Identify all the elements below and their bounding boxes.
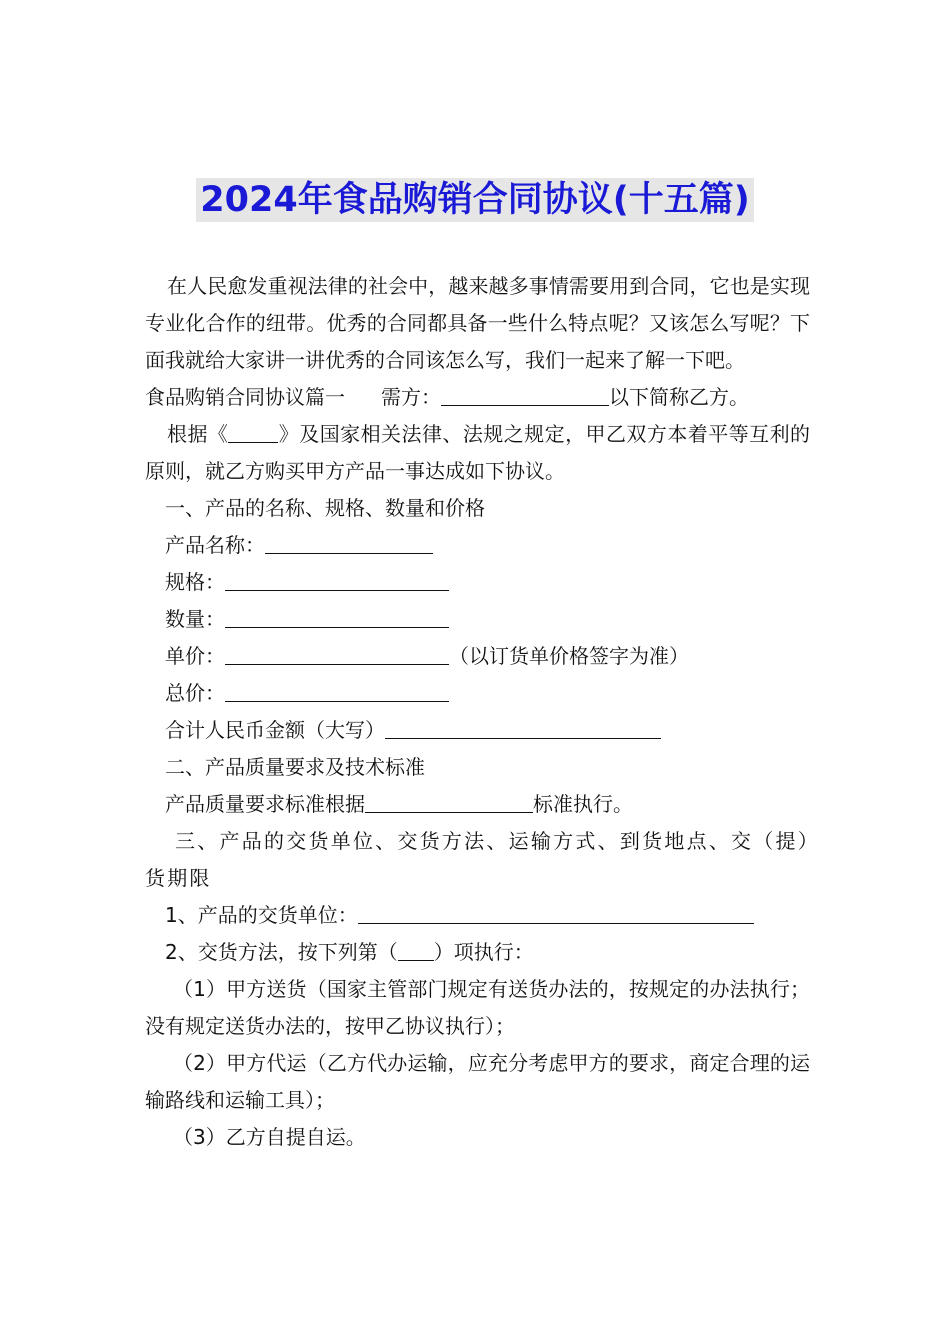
delivery-option-blank[interactable] <box>398 936 434 961</box>
buyer-suffix: 以下简称乙方。 <box>609 385 749 409</box>
delivery-unit-line: 1、产品的交货单位： <box>145 897 810 934</box>
amount-rmb-blank[interactable] <box>385 714 661 739</box>
amount-rmb-line: 合计人民币金额（大写） <box>145 712 810 749</box>
delivery-method-line: 2、交货方法，按下列第（ ）项执行： <box>145 934 810 971</box>
total-line: 总价： <box>145 675 810 712</box>
unit-price-blank[interactable] <box>225 640 449 665</box>
product-name-blank[interactable] <box>265 529 433 554</box>
option-1: （1）甲方送货（国家主管部门规定有送货办法的，按规定的办法执行；没有规定送货办法的，按甲乙协议执行）； <box>145 977 810 1038</box>
document-title-wrap <box>0 178 950 222</box>
unit-price-line: 单价： （以订货单价格签字为准） <box>145 638 810 675</box>
product-name-line: 产品名称： <box>145 527 810 564</box>
law-name-blank[interactable] <box>228 418 278 443</box>
delivery-unit-blank[interactable] <box>358 899 754 924</box>
buyer-label: 需方： <box>381 385 441 409</box>
intro-paragraph: 在人民愈发重视法律的社会中，越来越多事情需要用到合同，它也是实现专业化合作的纽带。优秀的合同都具备一些什么特点呢？又该怎么写呢？下面我就给大家讲一讲优秀的合同该怎么写，我们一起来了解一下吧。 <box>145 274 810 372</box>
article-heading: 食品购销合同协议篇一 <box>145 385 345 409</box>
buyer-blank[interactable] <box>441 381 609 406</box>
section-2-heading: 二、产品质量要求及技术标准 <box>165 755 425 779</box>
option-3: （3）乙方自提自运。 <box>173 1125 366 1149</box>
quality-standard-blank[interactable] <box>365 788 533 813</box>
total-blank[interactable] <box>225 677 449 702</box>
section-3-heading: 三、产品的交货单位、交货方法、运输方式、到货地点、交（提）货期限 <box>145 829 810 890</box>
article-head-line <box>145 379 810 416</box>
quality-line: 产品质量要求标准根据 标准执行。 <box>145 786 810 823</box>
document-body <box>145 268 810 1156</box>
document-title: 2024年食品购销合同协议(十五篇) <box>196 178 753 222</box>
spec-line: 规格： <box>145 564 810 601</box>
basis-paragraph: 根据《 》及国家相关法律、法规之规定，甲乙双方本着平等互利的原则，就乙方购买甲方产品一事达成如下协议。 <box>145 416 810 490</box>
unit-price-note: （以订货单价格签字为准） <box>449 644 689 668</box>
section-1-heading: 一、产品的名称、规格、数量和价格 <box>165 496 485 520</box>
quantity-blank[interactable] <box>225 603 449 628</box>
quantity-line: 数量： <box>145 601 810 638</box>
option-2: （2）甲方代运（乙方代办运输，应充分考虑甲方的要求，商定合理的运输路线和运输工具）； <box>145 1051 810 1112</box>
spec-blank[interactable] <box>225 566 449 591</box>
